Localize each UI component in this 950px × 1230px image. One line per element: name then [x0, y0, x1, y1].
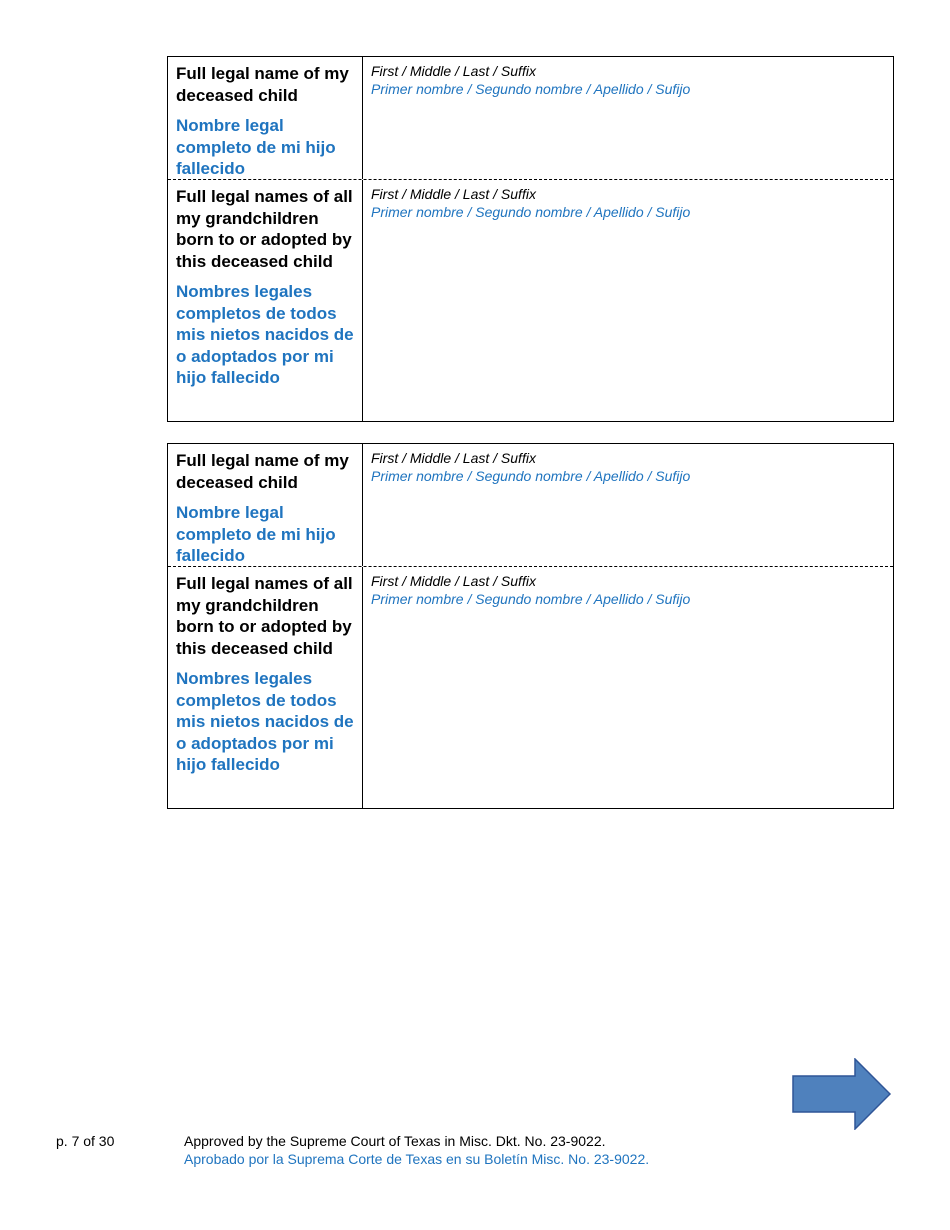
name-format-hint-en: First / Middle / Last / Suffix: [371, 450, 536, 466]
deceased-child-name-label-en: Full legal name of my deceased child: [176, 451, 349, 492]
name-format-hint-en: First / Middle / Last / Suffix: [371, 186, 536, 202]
grandchildren-names-field[interactable]: [363, 180, 893, 421]
approval-notice-en: Approved by the Supreme Court of Texas in Misc. Dkt. No. 23-9022.: [184, 1133, 606, 1149]
name-format-hint-es: Primer nombre / Segundo nombre / Apellido / Sufijo: [371, 591, 691, 607]
grandchildren-names-label-cell: [168, 567, 363, 808]
deceased-child-name-row: [168, 57, 893, 179]
grandchildren-names-label-en: Full legal names of all my grandchildren born to or adopted by this deceased child: [176, 574, 353, 658]
deceased-child-name-label-es: Nombre legal completo de mi hijo fallecido: [176, 116, 336, 178]
deceased-child-table-2: [167, 443, 894, 809]
name-format-hint-en: First / Middle / Last / Suffix: [371, 573, 536, 589]
grandchildren-names-label-en: Full legal names of all my grandchildren born to or adopted by this deceased child: [176, 187, 353, 271]
grandchildren-names-row: [168, 179, 893, 421]
name-format-hint-es: Primer nombre / Segundo nombre / Apellido / Sufijo: [371, 81, 691, 97]
deceased-child-name-label-en: Full legal name of my deceased child: [176, 64, 349, 105]
deceased-child-table-1: [167, 56, 894, 422]
grandchildren-names-row: [168, 566, 893, 808]
deceased-child-name-label-es: Nombre legal completo de mi hijo fallecido: [176, 503, 336, 565]
deceased-child-name-row: [168, 444, 893, 566]
deceased-child-name-field[interactable]: [363, 57, 893, 179]
name-format-hint-es: Primer nombre / Segundo nombre / Apellido / Sufijo: [371, 468, 691, 484]
right-arrow-icon[interactable]: [792, 1058, 892, 1130]
grandchildren-names-label-cell: [168, 180, 363, 421]
deceased-child-name-field[interactable]: [363, 444, 893, 566]
grandchildren-names-field[interactable]: [363, 567, 893, 808]
approval-notice: [184, 1132, 649, 1168]
deceased-child-name-label-cell: [168, 57, 363, 179]
deceased-child-name-label-cell: [168, 444, 363, 566]
grandchildren-names-label-es: Nombres legales completos de todos mis nietos nacidos de o adoptados por mi hijo fallecido: [176, 282, 354, 387]
name-format-hint-en: First / Middle / Last / Suffix: [371, 63, 536, 79]
name-format-hint-es: Primer nombre / Segundo nombre / Apellido / Sufijo: [371, 204, 691, 220]
page-number: p. 7 of 30: [56, 1133, 115, 1149]
grandchildren-names-label-es: Nombres legales completos de todos mis nietos nacidos de o adoptados por mi hijo fallecido: [176, 669, 354, 774]
approval-notice-es: Aprobado por la Suprema Corte de Texas en su Boletín Misc. No. 23-9022.: [184, 1151, 650, 1167]
